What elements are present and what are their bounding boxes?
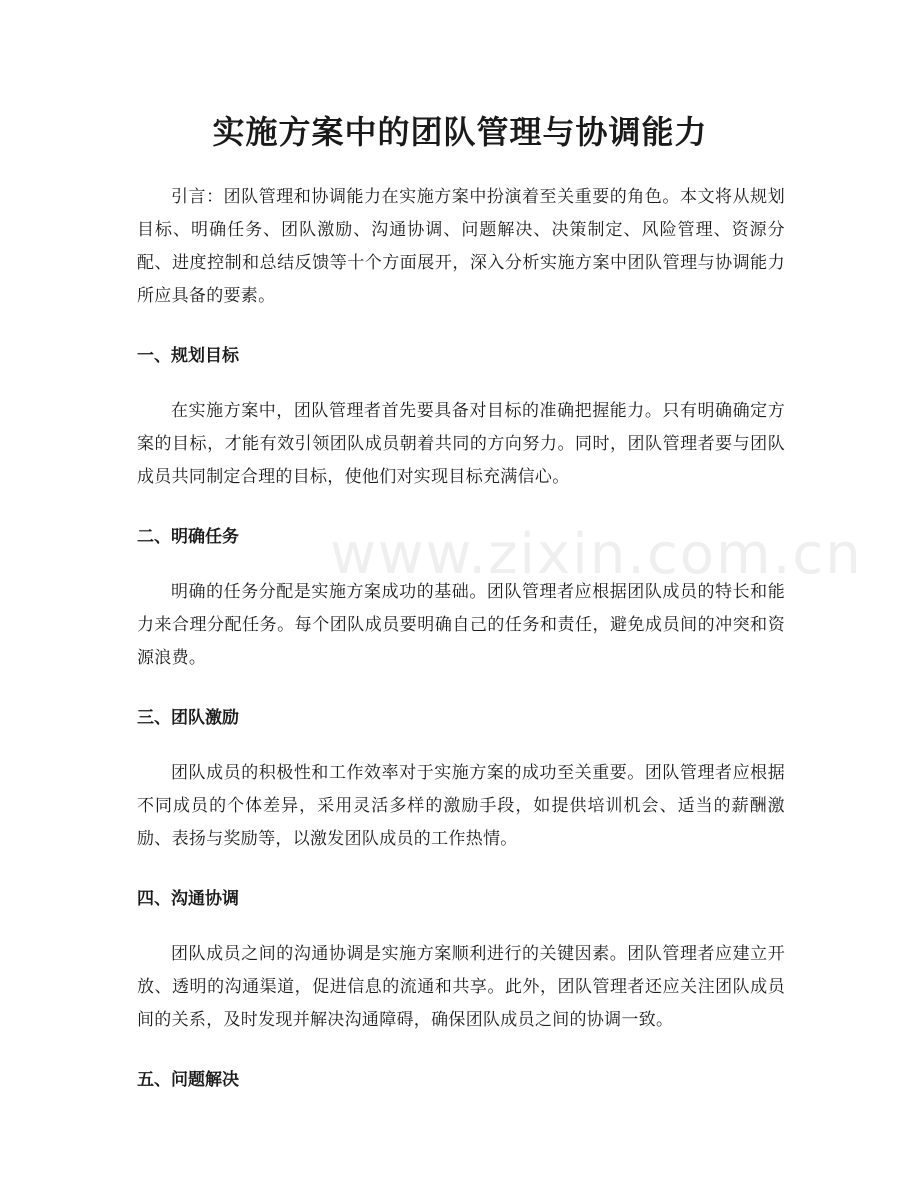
section-paragraph: 团队成员之间的沟通协调是实施方案顺利进行的关键因素。团队管理者应建立开放、透明的沟通渠道，促进信息的流通和共享。此外，团队管理者还应关注团队成员间的关系，及时发现并解决沟通障碍，确保团队成员之间的协调一致。 — [137, 944, 785, 1030]
intro-paragraph: 引言：团队管理和协调能力在实施方案中扮演着至关重要的角色。本文将从规划目标、明确任务、团队激励、沟通协调、问题解决、决策制定、风险管理、资源分配、进度控制和总结反馈等十个方面展开，深入分析实施方案中团队管理与协调能力所应具备的要素。 — [137, 187, 785, 306]
section-team-motivation — [137, 705, 785, 856]
section-problem-solving — [137, 1067, 785, 1093]
section-heading: 五、问题解决 — [137, 1070, 239, 1090]
section-planning-goals — [137, 343, 785, 494]
section-heading: 二、明确任务 — [137, 527, 239, 547]
document-body — [137, 181, 785, 1093]
section-heading: 一、规划目标 — [137, 346, 239, 366]
section-paragraph: 团队成员的积极性和工作效率对于实施方案的成功至关重要。团队管理者应根据不同成员的个体差异，采用灵活多样的激励手段，如提供培训机会、适当的薪酬激励、表扬与奖励等，以激发团队成员的工作热情。 — [137, 763, 785, 849]
document-title: 实施方案中的团队管理与协调能力 — [212, 113, 708, 151]
section-paragraph: 在实施方案中，团队管理者首先要具备对目标的准确把握能力。只有明确确定方案的目标，才能有效引领团队成员朝着共同的方向努力。同时，团队管理者要与团队成员共同制定合理的目标，使他们对实现目标充满信心。 — [137, 401, 785, 487]
section-communication — [137, 886, 785, 1037]
section-heading: 三、团队激励 — [137, 708, 239, 728]
section-paragraph: 明确的任务分配是实施方案成功的基础。团队管理者应根据团队成员的特长和能力来合理分配任务。每个团队成员要明确自己的任务和责任，避免成员间的冲突和资源浪费。 — [137, 582, 785, 668]
watermark: www.zixin.com.cn — [330, 522, 863, 587]
section-heading: 四、沟通协调 — [137, 889, 239, 909]
section-clear-tasks — [137, 524, 785, 675]
